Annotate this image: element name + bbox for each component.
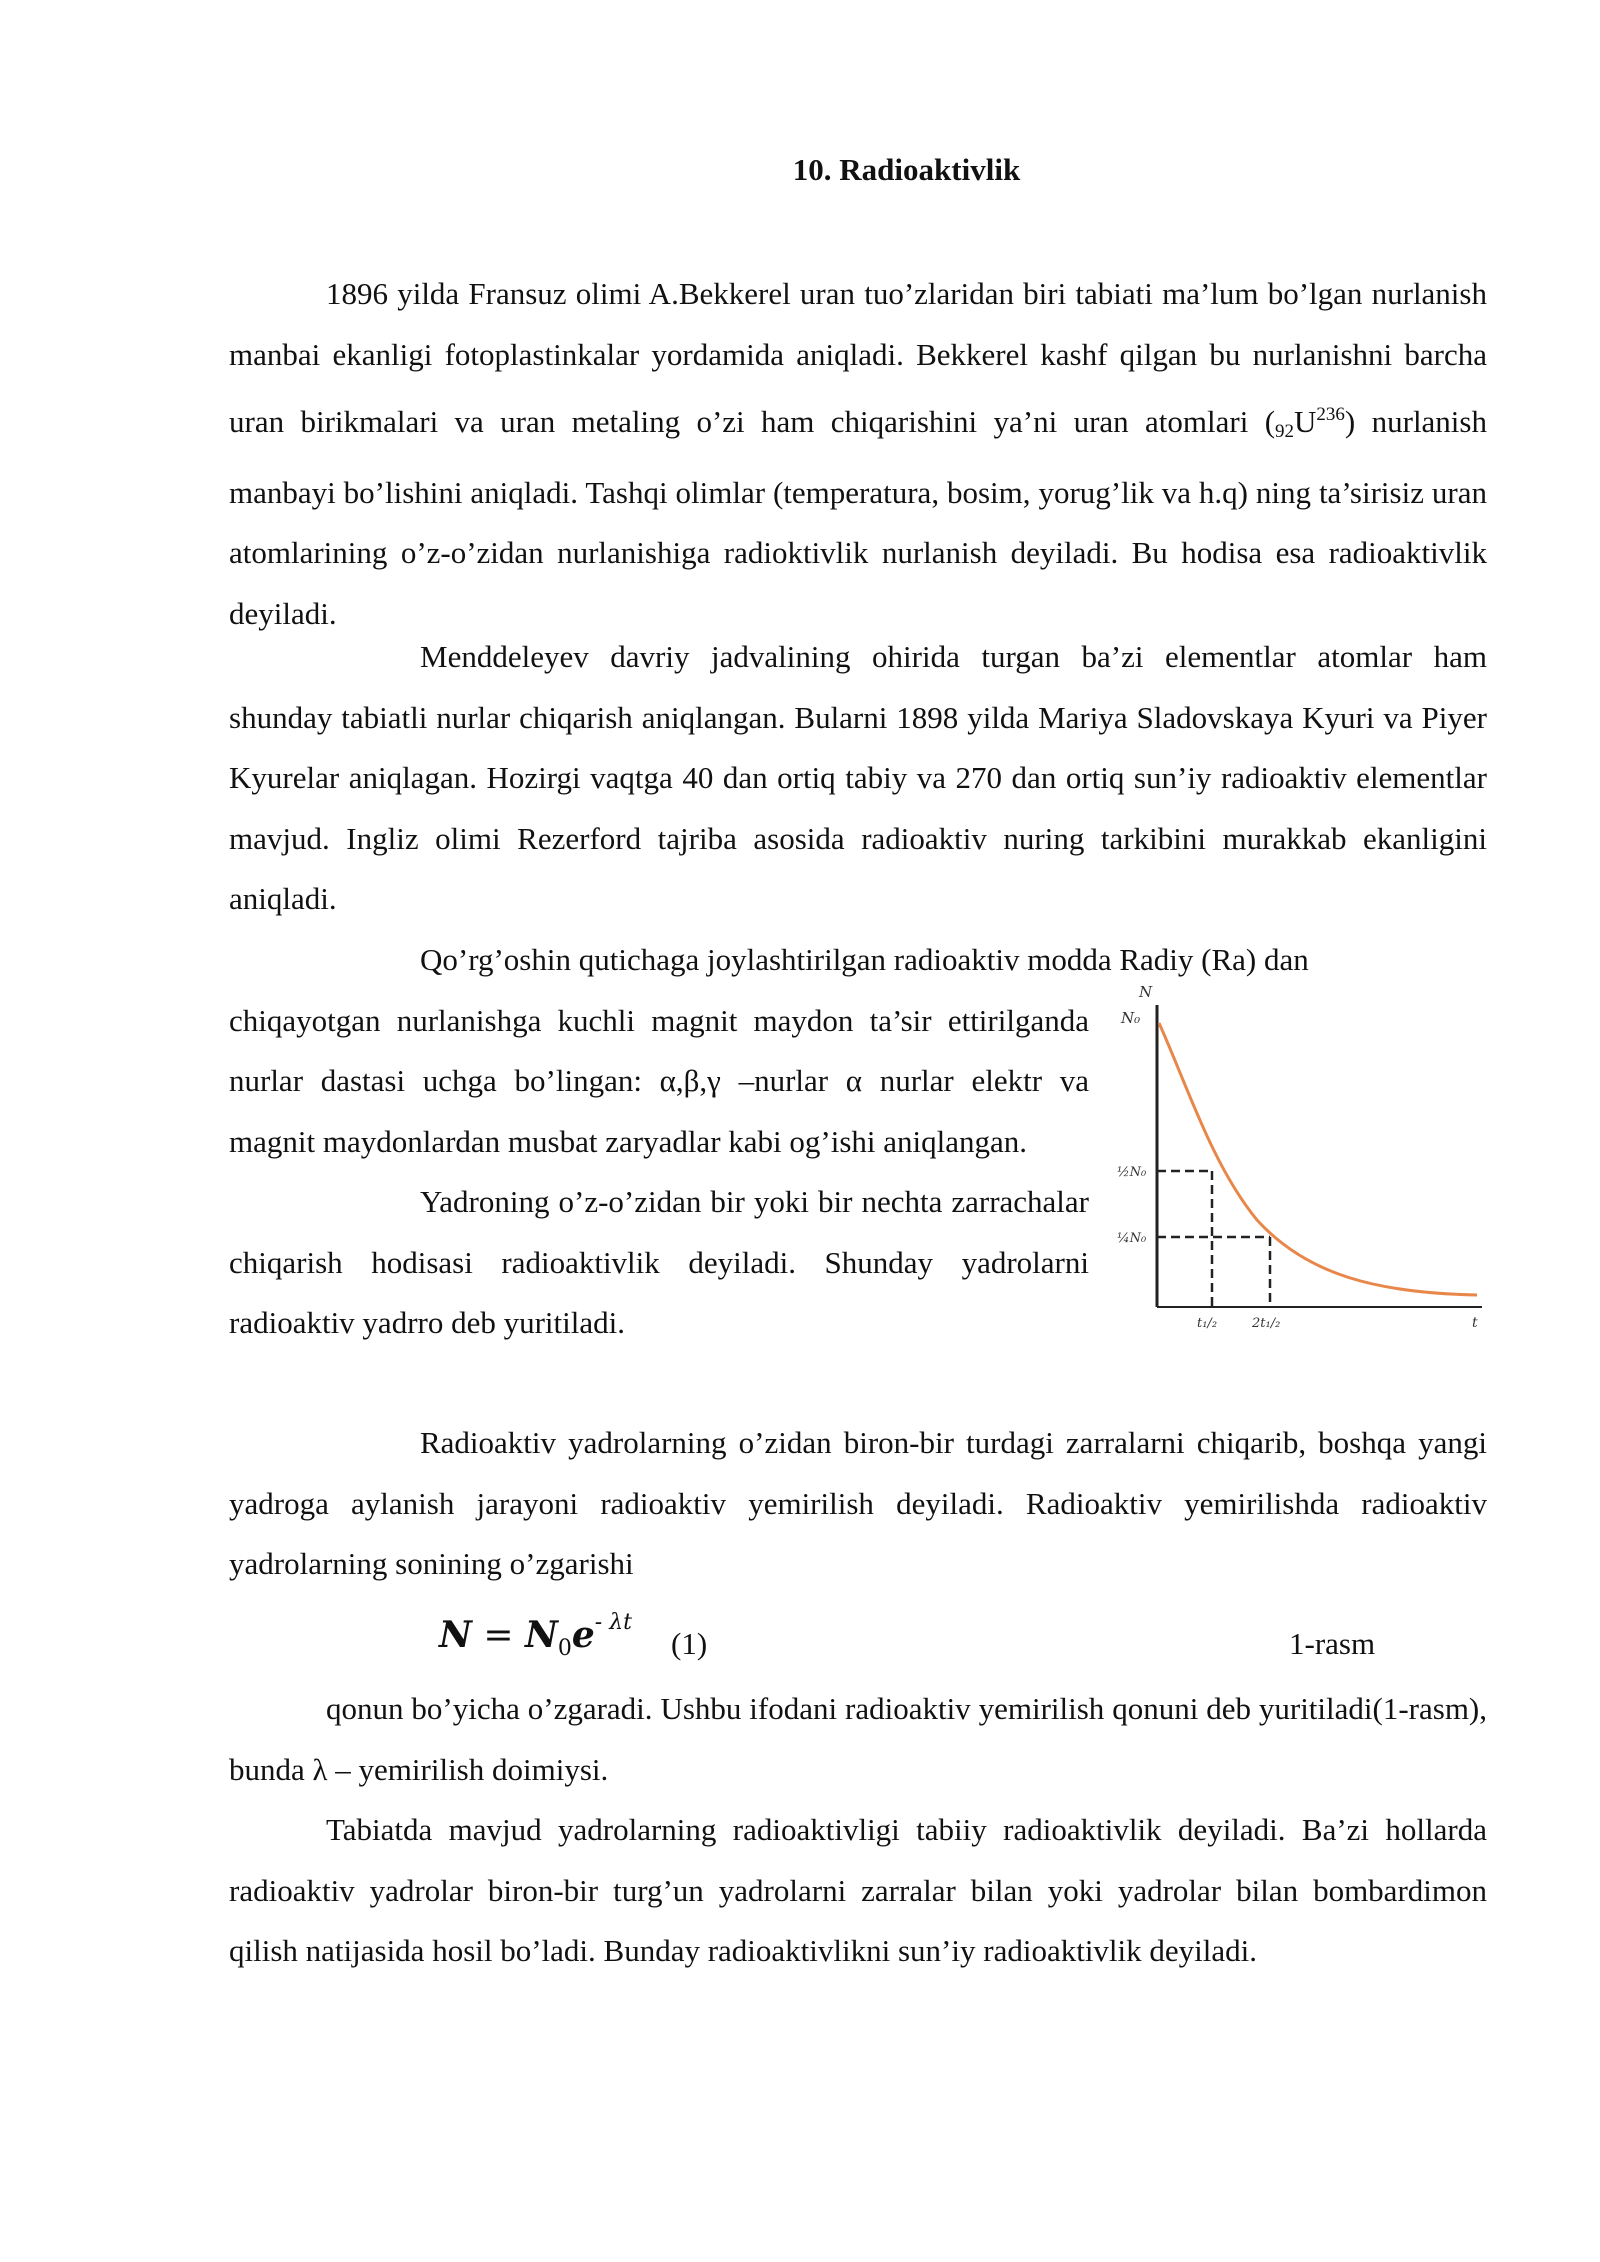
formula-n: N (524, 1614, 558, 1656)
isotope-mass-number: 236 (1316, 404, 1345, 425)
formula-lhs: N (439, 1614, 472, 1656)
figure-label: 1-rasm (1289, 1626, 1376, 1661)
paragraph-5-text: Radioaktiv yadrolarning o’zidan biron-bir turdagi zarralarni chiqarib, boshqa yangi yadroga aylanish jarayoni radioaktiv yemirilish deyiladi. Radioaktiv yemirilishda radioaktiv yadrolarning sonining o’zgarishi (229, 1425, 1487, 1581)
paragraph-1-text-a: 1896 yilda Fransuz olimi A.Bekkerel uran tuo’zlaridan biri tabiati ma’lum bo’lgan nurlanish manbai ekanligi fotoplastinkalar yordamida aniqladi. Bekkerel kashf qilgan bu nurlanishni barcha uran birikmalari va uran metaling o’zi ham chiqarishini ya’ni uran atomlari ( (229, 276, 1487, 439)
formula-line (229, 1606, 1487, 1666)
x-label-two-half-life: 2t₁/₂ (1252, 1316, 1281, 1331)
paragraph-7 (229, 1800, 1487, 1982)
decay-curve (1159, 1023, 1477, 1295)
paragraph-5 (229, 1413, 1487, 1595)
paragraph-4-text: Yadroning o’z-o’zidan bir yoki bir nechta zarrachalar chiqarish hodisasi radioaktivlik deyiladi. Shunday yadrolarni radioaktiv yadrro deb yuritiladi. (229, 1184, 1089, 1340)
formula-e: e (571, 1614, 595, 1656)
paragraph-6-text: qonun bo’yicha o’zgaradi. Ushbu ifodani radioaktiv yemirilish qonuni deb yuritiladi(1-rasm), bunda λ – yemirilish doimiysi. (229, 1691, 1487, 1787)
paragraph-2-text: Menddeleyev davriy jadvalining ohirida turgan ba’zi elementlar atomlar ham shunday tabiatli nurlar chiqarish aniqlangan. Bularni 1898 yilda Mariya Sladovskaya Kyuri va Piyer Kyurelar aniqlagan. Hozirgi vaqtga 40 dan ortiq tabiy va 270 dan ortiq sun’iy radioaktiv elementlar mavjud. Ingliz olimi Rezerford tajriba asosida radioaktiv nuring tarkibini murakkab ekanligini aniqladi. (229, 639, 1487, 916)
paragraph-3-first-line: Qo’rg’oshin qutichaga joylashtirilgan radioaktiv modda Radiy (Ra) dan (420, 942, 1309, 977)
equation-number: (1) (671, 1626, 708, 1661)
paragraph-1-text-b: ) nurlanish manbayi bo’lishini aniqladi. Tashqi olimlar (temperatura, bosim, yorug’lik va h.q) ning ta’sirisiz uran atomlarining o’z-o’zidan nurlanishiga radioktivlik nurlanish deyiladi. Bu hodisa esa radioaktivlik deyiladi. (229, 404, 1487, 631)
decay-curve-figure (1117, 975, 1492, 1345)
paragraph-1 (229, 264, 1487, 644)
section-title: 10. Radioaktivlik (792, 152, 1021, 187)
decay-law-formula (439, 1610, 632, 1661)
y-label-quarter-n0: ¼N₀ (1117, 1231, 1147, 1246)
x-label-half-life: t₁/₂ (1197, 1316, 1218, 1331)
x-axis-label: t (1472, 1315, 1478, 1331)
paragraph-2 (229, 627, 1487, 930)
formula-exponent: - λt (594, 1610, 632, 1635)
isotope-atomic-number: 92 (1275, 421, 1295, 442)
y-label-n0: N₀ (1121, 1009, 1141, 1027)
y-axis-label: N (1139, 983, 1153, 1001)
formula-subscript: 0 (557, 1636, 572, 1661)
paragraph-6 (229, 1679, 1487, 1800)
paragraph-3-text: chiqayotgan nurlanishga kuchli magnit maydon ta’sir ettirilganda nurlar dastasi uchga bo’lingan: α,β,γ –nurlar α nurlar elektr va magnit maydonlardan musbat zaryadlar kabi og’ishi aniqlangan. (229, 1002, 1089, 1159)
isotope-symbol: U (1294, 404, 1317, 439)
y-label-half-n0: ½N₀ (1117, 1165, 1147, 1180)
paragraph-7-text: Tabiatda mavjud yadrolarning radioaktivligi tabiiy radioaktivlik deyiladi. Ba’zi hollarda radioaktiv yadrolar biron-bir turg’un yadrolarni zarralar bilan yoki yadrolar bilan bombardimon qilish natijasida hosil bo’ladi. Bunday radioaktivlikni sun’iy radioaktivlik deyiladi. (229, 1812, 1487, 1968)
formula-equals: = (471, 1615, 525, 1656)
